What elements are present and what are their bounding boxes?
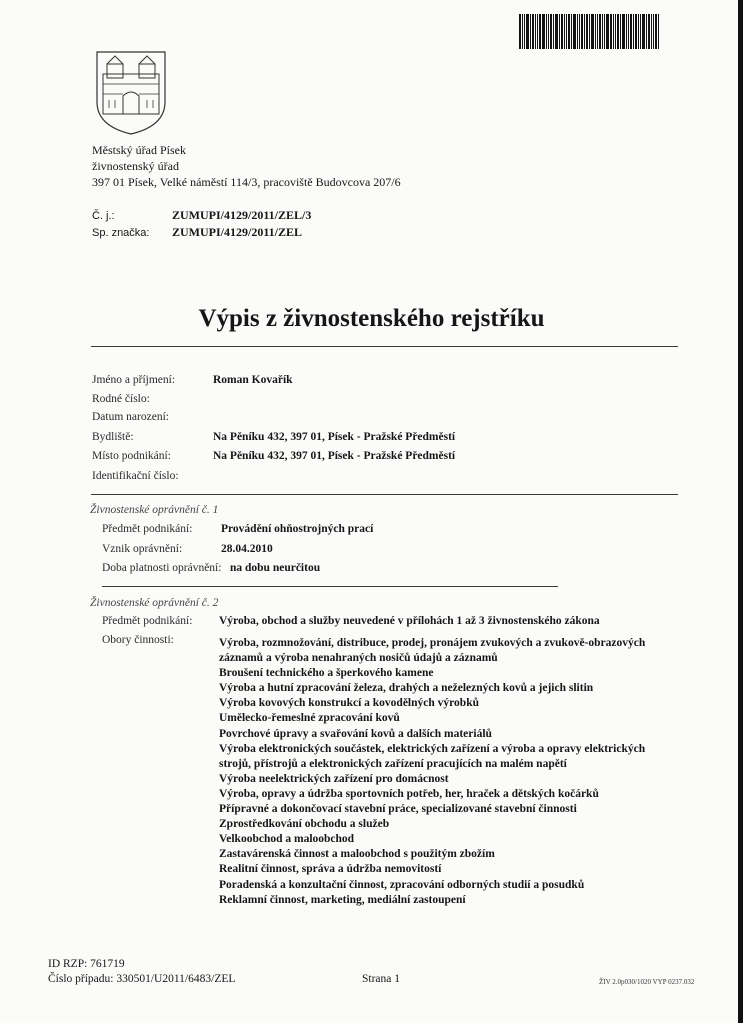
barcode-bar xyxy=(595,14,596,49)
cj-value: ZUMUPI/4129/2011/ZEL/3 xyxy=(172,208,312,222)
footer-id-rzp: ID RZP: 761719 xyxy=(48,958,125,970)
barcode-bar xyxy=(602,14,603,49)
barcode-bar xyxy=(526,14,529,49)
permit-2-heading: Živnostenské oprávnění č. 2 xyxy=(90,597,219,609)
field-item: Zprostředkování obchodu a služeb xyxy=(219,818,390,831)
field-item: Umělecko-řemeslné zpracování kovů xyxy=(219,712,400,725)
footer-case-number: Číslo případu: 330501/U2011/6483/ZEL xyxy=(48,973,236,985)
field-item: Výroba kovových konstrukcí a kovodělných výrobků xyxy=(219,697,479,710)
barcode-bar xyxy=(553,14,554,49)
barcode-bar xyxy=(542,14,545,49)
footer-form-code: ŽIV 2.0p030/1020 VYP 0237.032 xyxy=(599,978,695,986)
permit-2-subject-label: Předmět podnikání: xyxy=(102,615,193,627)
barcode-bar xyxy=(622,14,625,49)
barcode-bar xyxy=(537,14,538,49)
permit-1-subject-label: Předmět podnikání: xyxy=(102,523,193,535)
barcode-bar xyxy=(658,14,659,49)
permit-2-subject-value: Výroba, obchod a služby neuvedené v přílohách 1 až 3 živnostenského zákona xyxy=(219,615,600,627)
person-rule xyxy=(91,494,678,495)
scan-edge xyxy=(738,0,743,1023)
barcode-bar xyxy=(568,14,570,49)
barcode-bar xyxy=(646,14,647,49)
field-item: Výroba elektronických součástek, elektrických zařízení a výroba a opravy elektrických xyxy=(219,742,646,755)
barcode-bar xyxy=(573,14,576,49)
barcode-bar xyxy=(642,14,645,49)
barcode-bar xyxy=(524,14,525,49)
birth-date-label: Datum narození: xyxy=(92,411,169,423)
barcode-bar xyxy=(581,14,583,49)
field-item: Přípravné a dokončovací stavební práce, specializované stavební činnosti xyxy=(219,803,577,816)
barcode-bar xyxy=(648,14,650,49)
field-item: Výroba, rozmnožování, distribuce, prodej, pronájem zvukových a zvukově-obrazových xyxy=(219,637,646,649)
office-name: Městský úřad Písek xyxy=(92,143,186,157)
birth-number-label: Rodné číslo: xyxy=(92,393,150,405)
field-item: Výroba neelektrických zařízení pro domácnost xyxy=(219,772,449,785)
barcode-bar xyxy=(589,14,590,49)
barcode-bar xyxy=(628,14,629,49)
barcode-bar xyxy=(604,14,605,49)
title-rule xyxy=(91,346,678,347)
spzn-value: ZUMUPI/4129/2011/ZEL xyxy=(172,225,303,239)
ico-label: Identifikační číslo: xyxy=(92,470,179,482)
barcode-bar xyxy=(555,14,558,49)
barcode-bar xyxy=(638,14,639,49)
barcode-bar xyxy=(640,14,641,49)
barcode-bar xyxy=(548,14,549,49)
barcode-bar xyxy=(530,14,531,49)
office-department: živnostenský úřad xyxy=(92,159,179,173)
barcode-bar xyxy=(579,14,580,49)
barcode-bar xyxy=(564,14,565,49)
residence-value: Na Pěníku 432, 397 01, Písek - Pražské Předměstí xyxy=(213,431,456,443)
barcode-bar xyxy=(591,14,594,49)
barcode-bar xyxy=(535,14,536,49)
city-crest-icon xyxy=(93,50,169,136)
field-item: Povrchové úpravy a svařování kovů a dalších materiálů xyxy=(219,727,492,740)
barcode-bar xyxy=(620,14,621,49)
barcode-bar xyxy=(550,14,552,49)
barcode-bar xyxy=(546,14,547,49)
permit-1-validity-value: na dobu neurčitou xyxy=(230,562,321,574)
barcode-bar xyxy=(615,14,616,49)
name-label: Jméno a příjmení: xyxy=(92,374,176,386)
document-title: Výpis z živnostenského rejstříku xyxy=(198,305,545,332)
barcode-bar xyxy=(613,14,614,49)
business-place-label: Místo podnikání: xyxy=(92,450,171,462)
barcode-bar xyxy=(519,14,521,49)
field-item: Realitní činnost, správa a údržba nemovitostí xyxy=(219,863,442,876)
barcode-bar xyxy=(606,14,609,49)
footer-page-number: Strana 1 xyxy=(362,973,401,985)
permit-1-subject-value: Provádění ohňostrojných prací xyxy=(221,523,374,535)
field-item: Broušení technického a šperkového kamene xyxy=(219,667,434,680)
barcode-bar xyxy=(599,14,601,49)
office-address: 397 01 Písek, Velké náměstí 114/3, pracoviště Budovcova 207/6 xyxy=(92,175,401,189)
name-value: Roman Kovařík xyxy=(213,374,293,386)
field-item: Reklamní činnost, marketing, mediální zastoupení xyxy=(219,893,466,906)
field-item: Výroba a hutní zpracování železa, drahých a neželezných kovů a jejich slitin xyxy=(219,682,594,695)
permit-1-origin-value: 28.04.2010 xyxy=(221,543,273,555)
barcode-bar xyxy=(653,14,654,49)
barcode-bar xyxy=(584,14,585,49)
barcode-bar xyxy=(586,14,588,49)
field-item: strojů, přístrojů a elektronických zařízení pracujících na malém napětí xyxy=(219,757,567,770)
barcode-bar xyxy=(655,14,657,49)
barcode-bar xyxy=(635,14,637,49)
cj-label: Č. j.: xyxy=(92,210,115,222)
field-item: Poradenská a konzultační činnost, zpracování odborných studií a posudků xyxy=(219,878,585,891)
barcode xyxy=(519,14,681,49)
barcode-bar xyxy=(566,14,567,49)
barcode-bar xyxy=(577,14,578,49)
residence-label: Bydliště: xyxy=(92,431,134,443)
permit-1-validity-label: Doba platnosti oprávnění: xyxy=(102,562,222,574)
barcode-bar xyxy=(532,14,534,49)
barcode-bar xyxy=(610,14,612,49)
barcode-bar xyxy=(597,14,598,49)
field-item: záznamů a výroba nenahraných nosičů údajů a záznamů xyxy=(219,652,498,665)
barcode-bar xyxy=(617,14,619,49)
permit-2-fields-label: Obory činnosti: xyxy=(102,634,174,646)
barcode-bar xyxy=(559,14,560,49)
permit-1-heading: Živnostenské oprávnění č. 1 xyxy=(90,504,219,516)
permit-1-rule xyxy=(102,586,558,587)
field-item: Velkoobchod a maloobchod xyxy=(219,833,355,846)
field-item: Výroba, opravy a údržba sportovních potřeb, her, hraček a dětských kočárků xyxy=(219,787,599,800)
barcode-bar xyxy=(539,14,541,49)
permit-2-fields-list xyxy=(219,636,689,908)
barcode-bar xyxy=(630,14,632,49)
spzn-label: Sp. značka: xyxy=(92,227,150,239)
barcode-bar xyxy=(522,14,523,49)
barcode-bar xyxy=(651,14,652,49)
barcode-bar xyxy=(633,14,634,49)
business-place-value: Na Pěníku 432, 397 01, Písek - Pražské Předměstí xyxy=(213,450,456,462)
barcode-bar xyxy=(561,14,563,49)
permit-1-origin-label: Vznik oprávnění: xyxy=(102,543,183,555)
barcode-bar xyxy=(626,14,627,49)
barcode-bar xyxy=(571,14,572,49)
field-item: Zastavárenská činnost a maloobchod s použitým zbožím xyxy=(219,848,495,861)
